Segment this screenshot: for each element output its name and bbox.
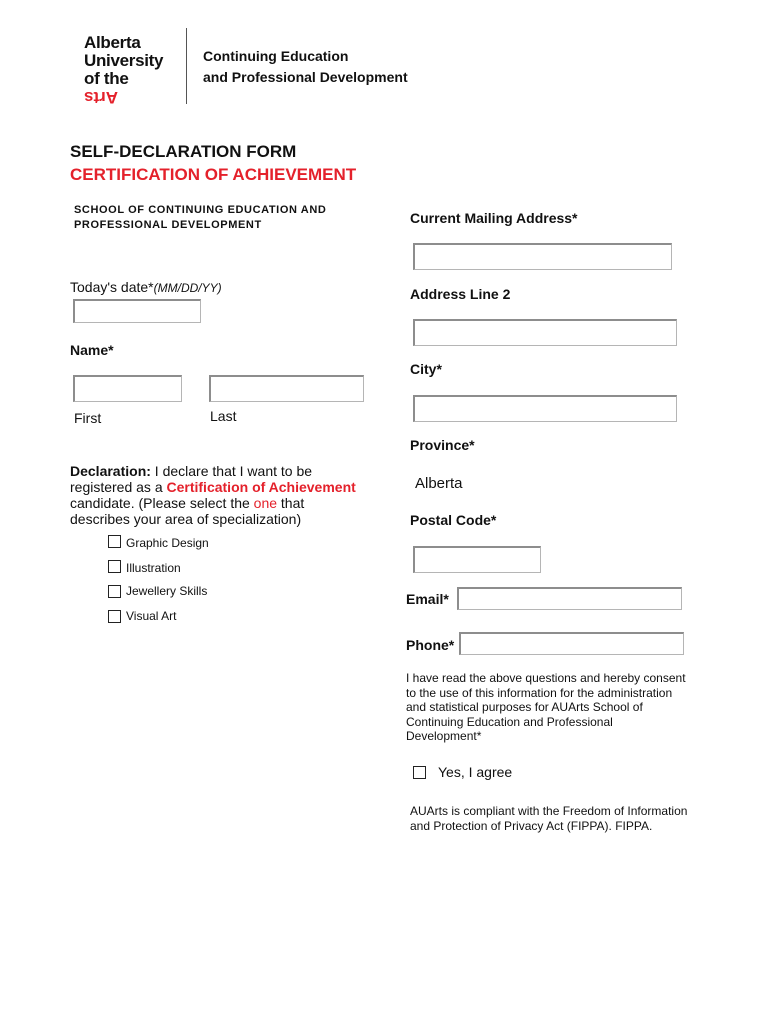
- illustration-label: Illustration: [126, 561, 181, 575]
- consent-line-3: and statistical purposes for AUArts School of: [406, 700, 643, 714]
- agree-label: Yes, I agree: [438, 764, 513, 780]
- postal-code-input[interactable]: [413, 546, 541, 573]
- school-line-1: SCHOOL OF CONTINUING EDUCATION AND: [74, 204, 327, 216]
- declaration-part-4: that: [277, 495, 305, 511]
- unit-line-2: and Professional Development: [203, 69, 408, 85]
- declaration-part-2: registered as a: [70, 479, 167, 495]
- address-input[interactable]: [413, 243, 672, 270]
- first-name-input[interactable]: [73, 375, 182, 402]
- jewellery-skills-checkbox[interactable]: [108, 585, 121, 598]
- school-name: [74, 203, 326, 233]
- postal-code-label: Postal Code*: [410, 512, 497, 528]
- last-name-label: Last: [210, 408, 237, 424]
- unit-line-1: Continuing Education: [203, 48, 349, 64]
- declaration-bold: Declaration:: [70, 463, 151, 479]
- graphic-design-label: Graphic Design: [126, 536, 209, 550]
- declaration-part-1: I declare that I want to be: [150, 463, 313, 479]
- agree-option[interactable]: [413, 764, 512, 780]
- date-input[interactable]: [73, 299, 201, 323]
- fippa-notice: [410, 804, 730, 833]
- logo-line-3: of the: [84, 69, 129, 88]
- graphic-design-checkbox[interactable]: [108, 535, 121, 548]
- one-highlight: one: [253, 495, 278, 511]
- header-divider: [186, 28, 187, 104]
- date-label: [70, 279, 222, 295]
- address2-label: Address Line 2: [410, 286, 511, 302]
- unit-name: [203, 46, 408, 88]
- consent-line-4: Continuing Education and Professional: [406, 714, 613, 729]
- phone-label: Phone*: [406, 637, 455, 653]
- visual-art-label: Visual Art: [126, 609, 177, 623]
- declaration-text: [70, 463, 370, 527]
- consent-line-5: Development*: [406, 729, 482, 743]
- logo-line-2: University: [84, 51, 164, 70]
- consent-line-2: to the use of this information for the administration: [406, 685, 673, 700]
- name-label: Name*: [70, 342, 114, 358]
- date-label-text: Today's date*: [70, 279, 154, 295]
- option-graphic-design[interactable]: [108, 533, 209, 550]
- visual-art-checkbox[interactable]: [108, 610, 121, 623]
- form-subtitle: CERTIFICATION OF ACHIEVEMENT: [70, 165, 357, 184]
- illustration-checkbox[interactable]: [108, 560, 121, 573]
- email-input[interactable]: [457, 587, 682, 610]
- first-name-label: First: [74, 410, 102, 426]
- option-jewellery-skills[interactable]: [108, 584, 207, 598]
- declaration-part-5: describes your area of specialization): [70, 511, 302, 527]
- agree-checkbox[interactable]: [413, 766, 426, 779]
- province-label: Province*: [410, 437, 475, 453]
- address-label: Current Mailing Address*: [410, 210, 578, 226]
- certification-highlight: Certification of Achievement: [166, 479, 356, 495]
- form-title: SELF-DECLARATION FORM: [70, 142, 297, 161]
- email-label: Email*: [406, 591, 449, 607]
- logo-line-4: Arts: [84, 88, 119, 107]
- consent-text: [406, 671, 726, 744]
- date-format-hint: (MM/DD/YY): [153, 281, 222, 295]
- declaration-part-3: candidate. (Please select the: [70, 495, 254, 511]
- school-line-2: PROFESSIONAL DEVELOPMENT: [74, 219, 262, 231]
- city-input[interactable]: [413, 395, 677, 422]
- option-visual-art[interactable]: [108, 609, 176, 623]
- consent-line-1: I have read the above questions and hereby consent: [406, 671, 686, 685]
- fippa-line-1: AUArts is compliant with the Freedom of Information: [410, 804, 688, 818]
- phone-input[interactable]: [459, 632, 684, 655]
- option-illustration[interactable]: [108, 558, 181, 575]
- fippa-line-2: and Protection of Privacy Act (FIPPA). FIPPA.: [410, 818, 653, 833]
- logo-line-1: Alberta: [84, 33, 141, 52]
- address2-input[interactable]: [413, 319, 677, 346]
- jewellery-skills-label: Jewellery Skills: [126, 584, 208, 598]
- last-name-input[interactable]: [209, 375, 364, 402]
- city-label: City*: [410, 361, 442, 377]
- province-value: Alberta: [415, 475, 463, 492]
- auarts-logo: [84, 34, 163, 107]
